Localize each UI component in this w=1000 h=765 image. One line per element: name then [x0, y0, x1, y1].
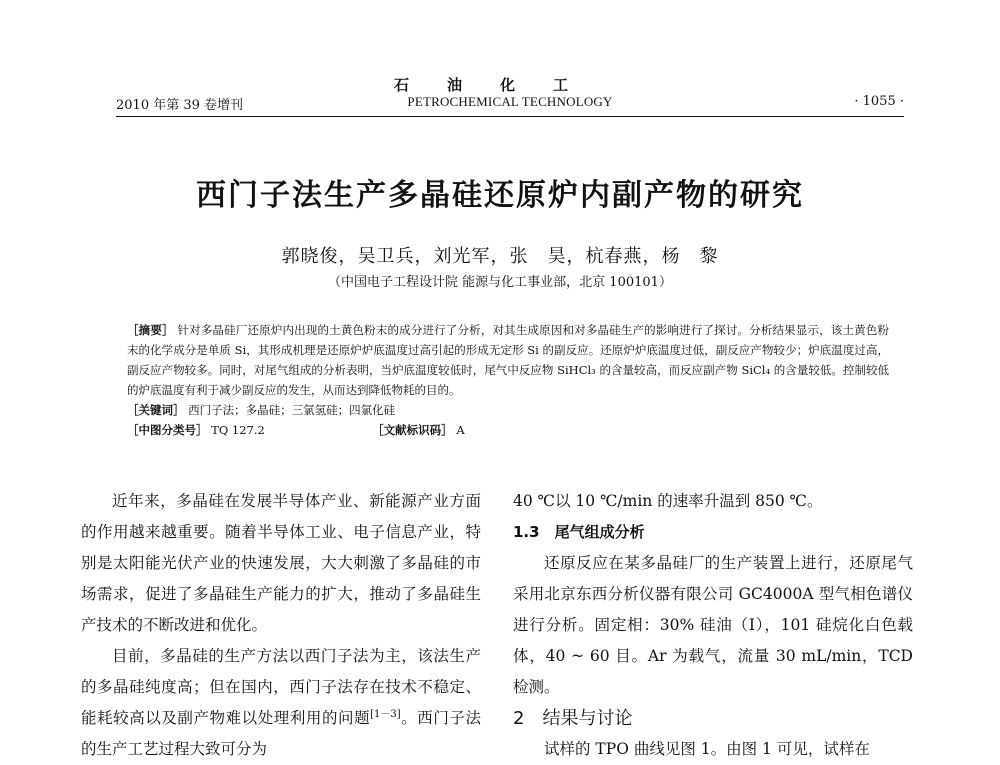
authors: 郭晓俊，吴卫兵，刘光军，张 昊，杭春燕，杨 黎: [281, 246, 719, 267]
abstract-label: ［摘要］: [127, 323, 174, 337]
paragraph: 还原反应在某多晶硅厂的生产装置上进行，还原尾气采用北京东西分析仪器有限公司 GC4000A 型气相色谱仪进行分析。固定相：30% 硅油（Ⅰ），101 硅烷化白色载体，40 ~ 60 目。Ar 为载气，流量 30 mL/min，TCD 检测。: [513, 554, 913, 696]
header-rule: [116, 116, 904, 117]
abstract-text: 针对多晶硅厂还原炉内出现的土黄色粉末的成分进行了分析，对其生成原因和对多晶硅生产的影响进行了探讨。分析结果显示，该土黄色粉末的化学成分是单质 Si，其形成机理是还原炉炉底温度过高引起的形成无定形 Si 的副反应。还原炉炉底温度过低，副反应产物较少；炉底温度过高，副反应产物较多。同时，对尾气组成的分析表明，当炉底温度较低时，尾气中反应物 SiHCl₃ 的含量较高，而反应副产物 SiCl₄ 的含量较低。控制较低的炉底温度有利于减少副反应的发生，从而达到降低物耗的目的。: [127, 323, 890, 397]
paragraph: [81, 641, 481, 765]
clc-label: ［中图分类号］: [127, 423, 208, 437]
journal-name-zh: 石油化工: [393, 76, 606, 94]
keywords-line: [127, 400, 889, 420]
doc-code-value: A: [456, 423, 465, 437]
classification-line: [127, 420, 889, 440]
paragraph: 试样的 TPO 曲线见图 1。由图 1 可见，试样在: [544, 740, 870, 758]
abstract: [127, 320, 889, 400]
paragraph-text: 目前，多晶硅的生产方法以西门子法为主，该法生产的多晶硅纯度高；但在国内，西门子法存在技术不稳定、能耗较高以及副产物难以处理利用的问题: [81, 647, 481, 727]
body-column-left: [81, 486, 481, 765]
affiliation: （中国电子工程设计院 能源与化工事业部，北京 100101）: [328, 275, 672, 290]
issue-info: 2010 年第 39 卷增刊: [116, 98, 244, 113]
clc-value: TQ 127.2: [211, 423, 265, 437]
doc-code-label: ［文献标识码］: [372, 423, 453, 437]
body-column-right: [513, 486, 913, 765]
keywords: 西门子法；多晶硅；三氯氢硅；四氯化硅: [188, 403, 396, 417]
citation: [1－3]: [370, 708, 401, 720]
section-heading-1-3: 1.3 尾气组成分析: [513, 523, 645, 541]
paragraph: 近年来，多晶硅在发展半导体产业、新能源产业方面的作用越来越重要。随着半导体工业、电子信息产业，特别是太阳能光伏产业的快速发展，大大刺激了多晶硅的市场需求，促进了多晶硅生产能力的扩大，推动了多晶硅生产技术的不断改进和优化。: [81, 492, 481, 634]
paper-title: 西门子法生产多晶硅还原炉内副产物的研究: [196, 178, 804, 213]
paragraph-text: 。西门子法的生产工艺过程大致可分为: [81, 709, 481, 758]
running-header: [116, 94, 904, 114]
page-number: · 1055 ·: [854, 94, 904, 109]
abstract-block: [127, 320, 889, 440]
journal-name-en: PETROCHEMICAL TECHNOLOGY: [407, 94, 613, 109]
section-heading-2: 2 结果与讨论: [513, 708, 633, 729]
paragraph: 40 ℃以 10 ℃/min 的速率升温到 850 ℃。: [513, 492, 823, 510]
keywords-label: ［关键词］: [127, 403, 185, 417]
